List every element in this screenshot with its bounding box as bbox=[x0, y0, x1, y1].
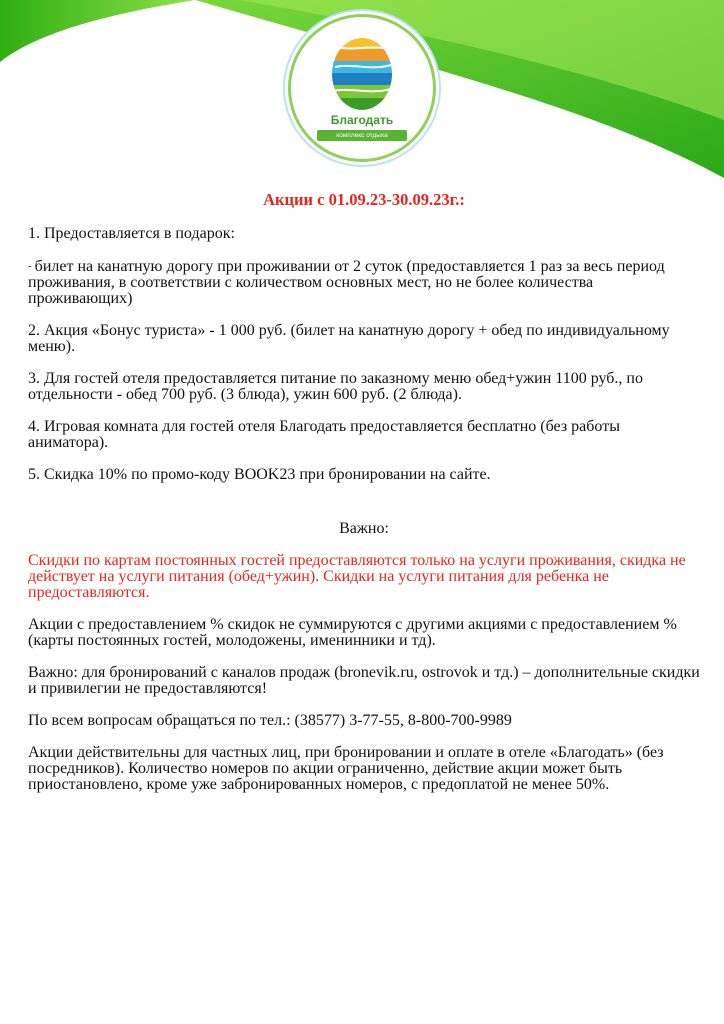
promo-content bbox=[28, 190, 700, 809]
hotel-logo bbox=[288, 14, 436, 162]
logo-subtitle: комплекс отдыха bbox=[317, 130, 407, 141]
important-red-note: Скидки по картам постоянных гостей предоставляются только на услуги проживания, скидка не действует на услуги питания (обед+ужин). Скидки на услуги питания для ребенка не предоставляются. bbox=[28, 552, 686, 601]
promo-item-4: 4. Игровая комната для гостей отеля Благодать предоставляется бесплатно (без работы аниматора). bbox=[28, 418, 620, 451]
promo-item-2: 2. Акция «Бонус туриста» - 1 000 руб. (билет на канатную дорогу + обед по индивидуальному меню). bbox=[28, 322, 670, 355]
important-note-1: Акции с предоставлением % скидок не суммируются с другими акциями с предоставлением % (карты постоянных гостей, молодожены, именинники и тд). bbox=[28, 616, 677, 649]
terms-note: Акции действительны для частных лиц, при бронировании и оплате в отеле «Благодать» (без посредников). Количество номеров по акции ограниченно, действие акции может быть приостановлено, кроме уже забронированных номеров, с предоплатой не менее 50%. bbox=[28, 744, 664, 793]
promo-subitem-text: билет на канатную дорогу при проживании от 2 суток (предоставляется 1 раз за весь период проживания, в соответствии с количеством основных мест, но не более количества проживающих) bbox=[28, 258, 665, 307]
header-left-wave bbox=[0, 0, 195, 62]
contact-phones: По всем вопросам обращаться по тел.: (38577) 3-77-55, 8-800-700-9989 bbox=[28, 712, 512, 729]
logo-name: Благодать bbox=[330, 113, 394, 127]
important-heading: Важно: bbox=[339, 520, 389, 537]
promo-item-1: 1. Предоставляется в подарок: bbox=[28, 225, 235, 242]
important-note-2: Важно: для бронирований с каналов продаж (bronevik.ru, ostrovok и тд.) – дополнительные скидки и привилегии не предоставляются! bbox=[28, 664, 700, 697]
globe-emblem-icon bbox=[331, 37, 393, 111]
page-title: Акции с 01.09.23-30.09.23г.: bbox=[263, 190, 465, 209]
promo-item-3: 3. Для гостей отеля предоставляется питание по заказному меню обед+ужин 1100 руб., по отдельности - обед 700 руб. (3 блюда), ужин 600 руб. (2 блюда). bbox=[28, 370, 643, 403]
bullet-dash: - bbox=[28, 260, 32, 272]
promo-item-5: 5. Скидка 10% по промо-коду BOOK23 при бронировании на сайте. bbox=[28, 466, 491, 483]
promo-subitem bbox=[28, 258, 700, 307]
